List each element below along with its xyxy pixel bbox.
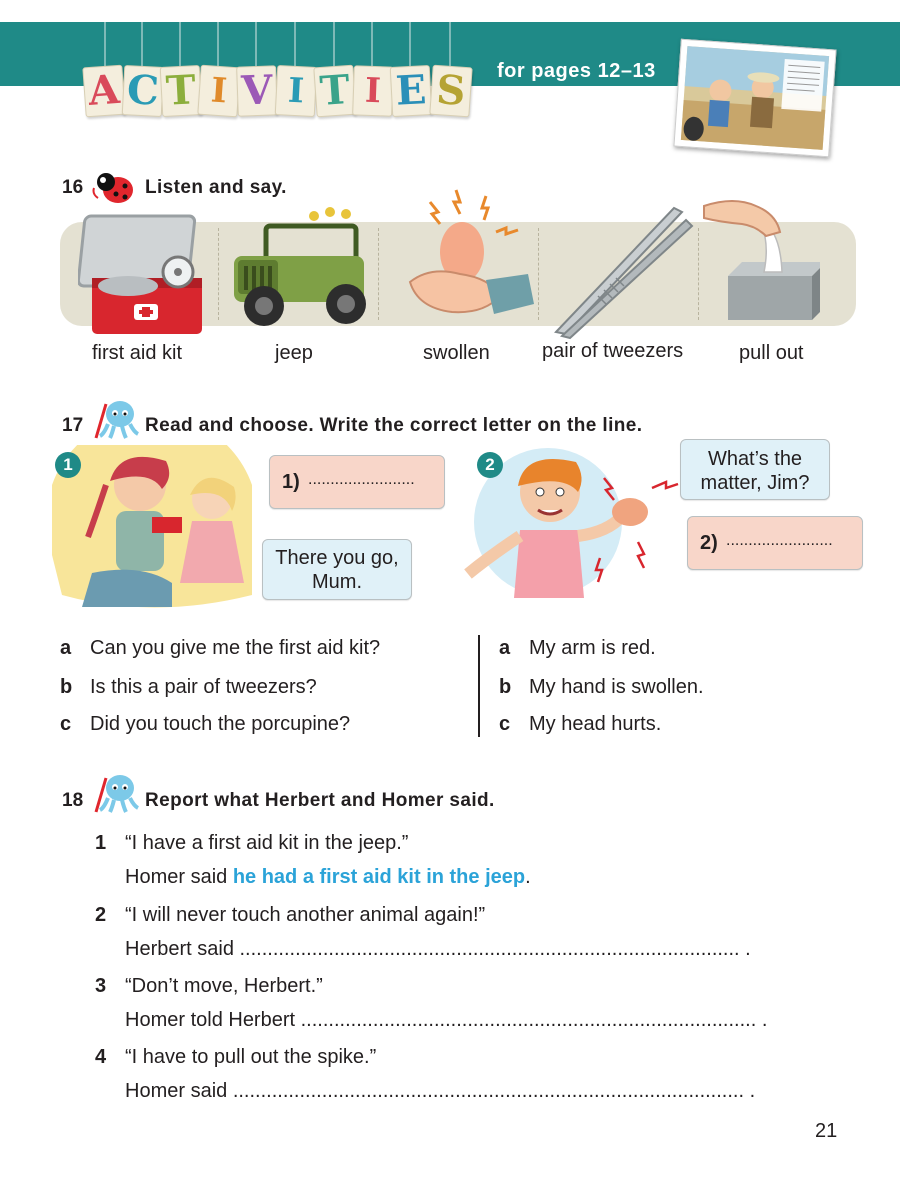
caption-pull-out: pull out: [739, 342, 804, 364]
title-letter-tile: S: [429, 65, 472, 118]
question-3-answer-line[interactable]: Homer told Herbert .................................................................................. .: [125, 1009, 768, 1031]
caption-pair-of-tweezers: pair of tweezers: [542, 340, 684, 362]
title-letter-tile: E: [390, 65, 433, 117]
caption-swollen: swollen: [423, 342, 490, 364]
question-1-quote: 1 “I have a first aid kit in the jeep.”: [95, 832, 409, 854]
page-range-subtitle: for pages 12–13: [497, 60, 656, 82]
title-letter-tile: T: [313, 65, 356, 118]
scene-2-badge: 2: [477, 452, 503, 478]
option-right-b: b My hand is swollen.: [499, 676, 704, 698]
pull-out-tissue-icon: [700, 192, 820, 332]
blank-label-1: 1): [282, 471, 300, 493]
title-letter-tile: I: [275, 65, 318, 117]
title-letter-tile: I: [352, 65, 394, 116]
question-4-answer-line[interactable]: Homer said ............................................................................................ .: [125, 1080, 756, 1102]
example-answer: he had a first aid kit in the jeep: [232, 866, 526, 888]
title-letter-tile: T: [160, 65, 203, 117]
activity-18-number: 18: [62, 790, 84, 811]
option-left-c: c Did you touch the porcupine?: [60, 713, 351, 735]
divider: [378, 228, 379, 320]
activity-17-instruction: Read and choose. Write the correct letter on the line.: [145, 415, 643, 436]
page-number: 21: [815, 1120, 838, 1142]
question-2-answer-line[interactable]: Herbert said .......................................................................................... .: [125, 938, 751, 960]
blank-label-2: 2): [700, 532, 718, 554]
scene-1-badge: 1: [55, 452, 81, 478]
option-right-a: a My arm is red.: [499, 637, 656, 659]
speech-bubble-1-reply: There you go, Mum.: [262, 539, 412, 600]
octopus-writing-icon: [92, 772, 140, 814]
question-4-quote: 4 “I have to pull out the spike.”: [95, 1046, 377, 1068]
activity-16-number: 16: [62, 177, 84, 198]
option-left-b: b Is this a pair of tweezers?: [60, 676, 317, 698]
activity-18-instruction: Report what Herbert and Homer said.: [145, 790, 495, 811]
activity-17-number: 17: [62, 415, 84, 436]
story-thumbnail: [673, 39, 836, 158]
caption-jeep: jeep: [275, 342, 313, 364]
title-letter-tile: C: [122, 65, 165, 117]
speech-bubble-1-answer: [269, 455, 445, 509]
caption-first-aid-kit: first aid kit: [92, 342, 183, 364]
blank-line-1[interactable]: ........................: [308, 471, 415, 488]
swollen-thumb-icon: [390, 182, 540, 332]
title-letter-tile: A: [82, 65, 125, 118]
speech-bubble-2-question: What’s the matter, Jim?: [680, 439, 830, 500]
option-left-a: a Can you give me the first aid kit?: [60, 637, 381, 659]
first-aid-kit-icon: [78, 208, 210, 338]
speech-bubble-2-answer: [687, 516, 863, 570]
question-2-quote: 2 “I will never touch another animal again!”: [95, 904, 486, 926]
activity-16-instruction: Listen and say.: [145, 177, 287, 198]
tweezers-icon: [548, 200, 696, 340]
option-right-c: c My head hurts.: [499, 713, 662, 735]
jeep-icon: [226, 206, 376, 336]
divider: [218, 228, 219, 320]
scene-mum-and-girl: [52, 445, 252, 615]
listen-ladybird-icon: [92, 168, 136, 206]
question-1-answer-line: Homer said he had a first aid kit in the jeep.: [125, 866, 531, 888]
divider: [698, 228, 699, 320]
options-divider: [478, 635, 480, 737]
title-letter-tile: I: [197, 65, 240, 118]
octopus-writing-icon: [92, 398, 140, 440]
question-3-quote: 3 “Don’t move, Herbert.”: [95, 975, 323, 997]
blank-line-2[interactable]: ........................: [726, 532, 833, 549]
title-letter-tile: V: [236, 65, 278, 116]
